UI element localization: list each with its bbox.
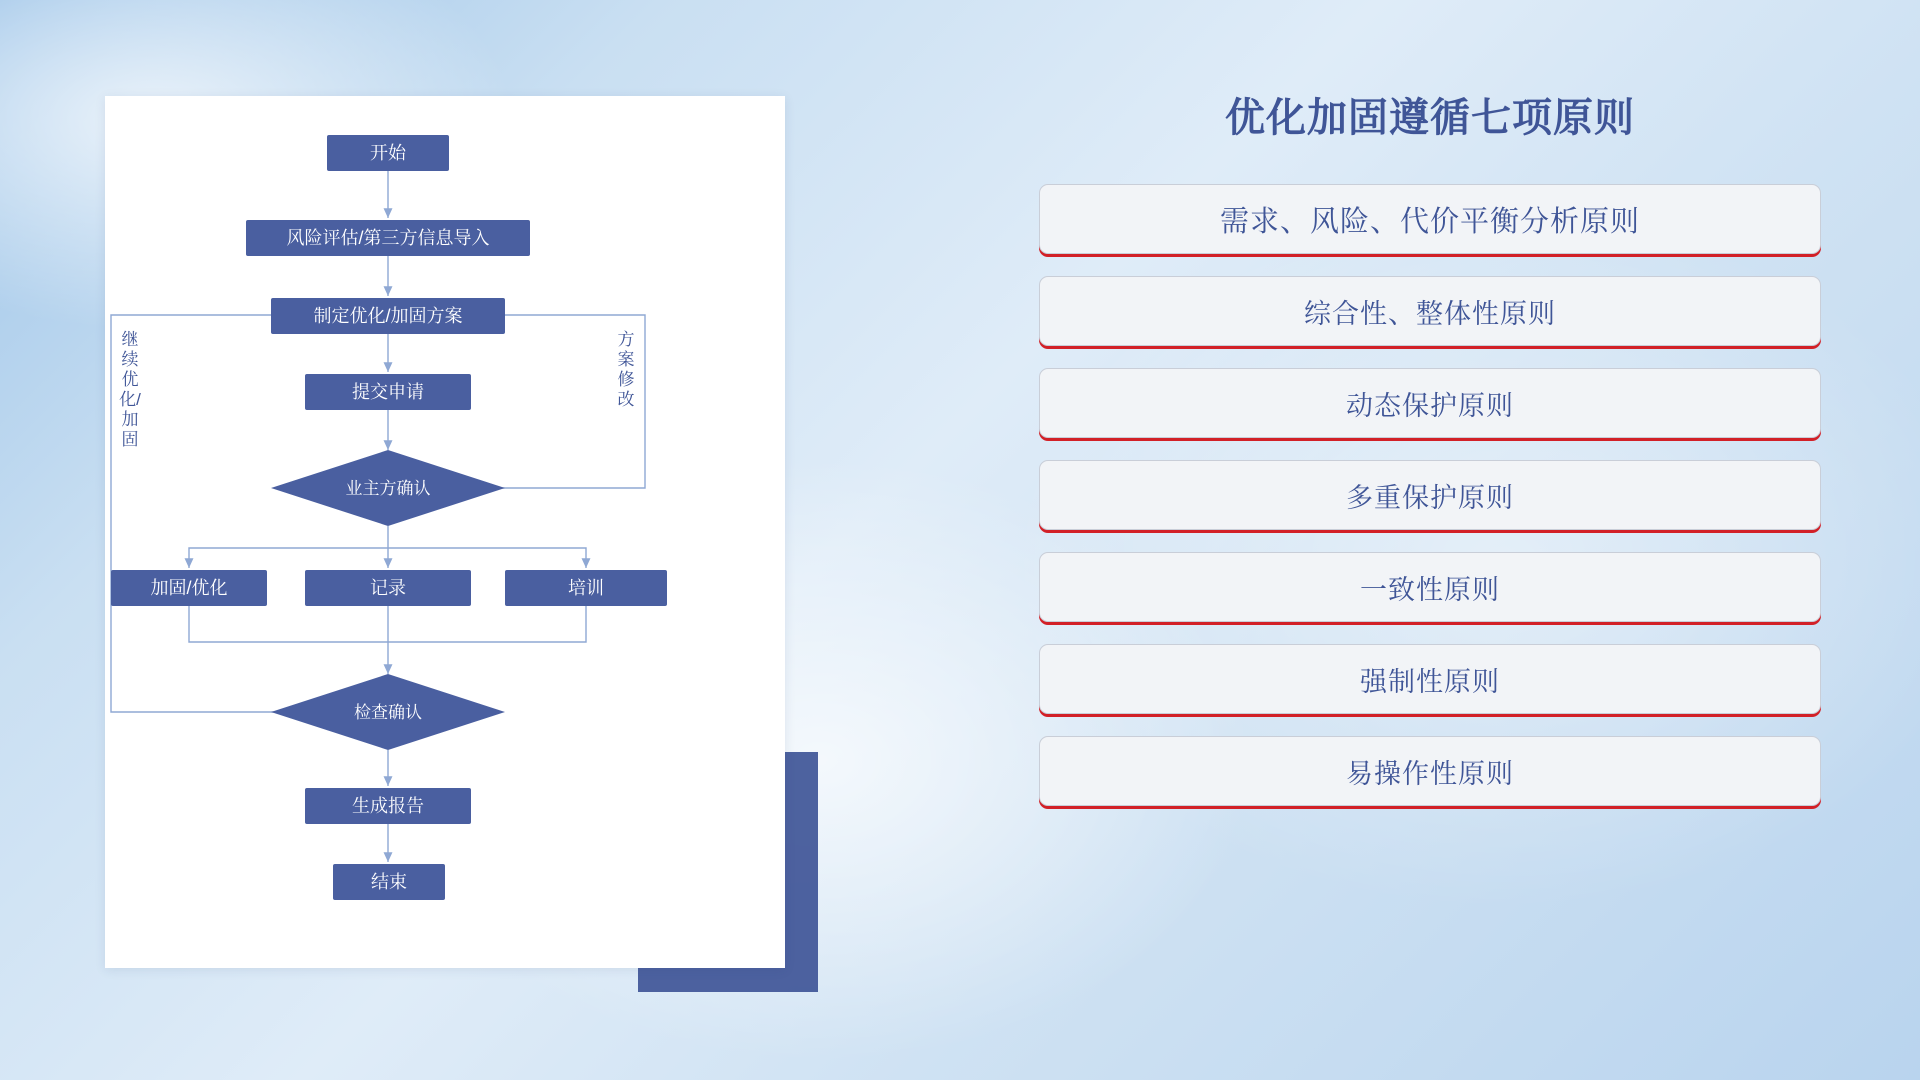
node-check xyxy=(271,674,505,750)
principle-label: 多重保护原则 xyxy=(1346,482,1514,513)
flowchart-card xyxy=(105,96,785,968)
principle-label: 动态保护原则 xyxy=(1346,390,1514,421)
node-end-label: 结束 xyxy=(371,872,407,892)
node-reinforce-label: 加固/优化 xyxy=(150,578,228,598)
node-submit xyxy=(305,374,471,410)
principle-item-6[interactable] xyxy=(1039,644,1821,714)
node-risk-label: 风险评估/第三方信息导入 xyxy=(286,228,490,248)
node-record-label: 记录 xyxy=(370,578,406,598)
node-plan-label: 制定优化/加固方案 xyxy=(313,306,463,326)
node-record xyxy=(305,570,471,606)
node-submit-label: 提交申请 xyxy=(352,382,424,402)
principle-item-2[interactable] xyxy=(1039,276,1821,346)
node-start xyxy=(327,135,449,171)
flowchart-diagram xyxy=(105,96,785,968)
node-confirm-owner xyxy=(271,450,505,526)
edge-label-continue-optimize: 继续优化/加固 xyxy=(119,330,141,449)
principle-label: 综合性、整体性原则 xyxy=(1304,298,1556,329)
node-report-label: 生成报告 xyxy=(352,796,424,816)
node-train-label: 培训 xyxy=(568,578,604,598)
node-reinforce xyxy=(111,570,267,606)
principle-label: 需求、风险、代价平衡分析原则 xyxy=(1219,205,1640,238)
node-report xyxy=(305,788,471,824)
principle-label: 一致性原则 xyxy=(1360,574,1500,605)
page-title: 优化加固遵循七项原则 xyxy=(1225,96,1635,140)
node-confirm-owner-label: 业主方确认 xyxy=(345,479,431,498)
principle-item-1[interactable] xyxy=(1039,184,1821,254)
principle-item-4[interactable] xyxy=(1039,460,1821,530)
principle-label: 强制性原则 xyxy=(1360,666,1500,697)
edge-label-plan-revision: 方案修改 xyxy=(617,330,635,409)
node-start-label: 开始 xyxy=(370,143,406,163)
node-plan xyxy=(271,298,505,334)
node-train xyxy=(505,570,667,606)
principle-label: 易操作性原则 xyxy=(1346,758,1514,789)
principle-item-7[interactable] xyxy=(1039,736,1821,806)
node-end xyxy=(333,864,445,900)
node-check-label: 检查确认 xyxy=(354,703,422,722)
principle-item-3[interactable] xyxy=(1039,368,1821,438)
node-risk xyxy=(246,220,530,256)
principle-item-5[interactable] xyxy=(1039,552,1821,622)
principles-panel xyxy=(1020,96,1840,828)
